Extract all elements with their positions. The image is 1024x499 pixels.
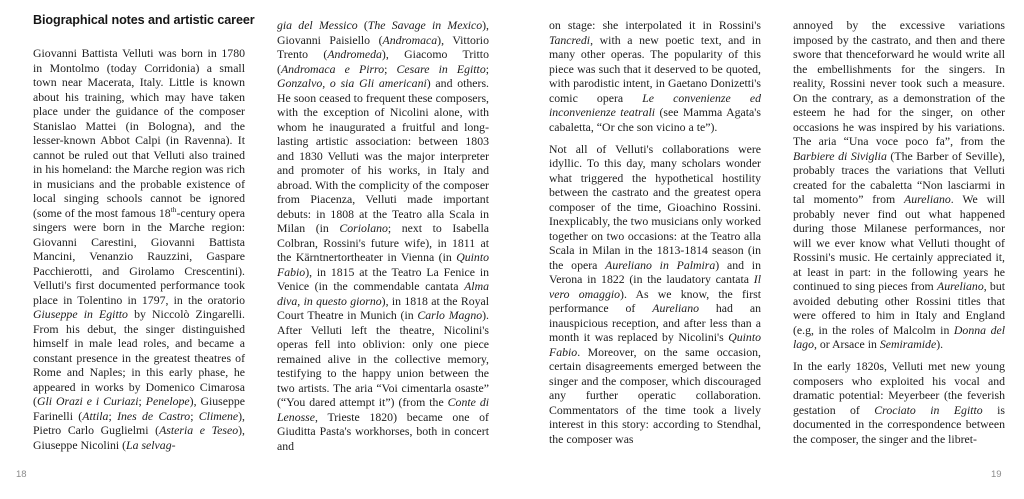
section-heading: Biographical notes and artistic career <box>33 13 255 27</box>
page-number-right: 19 <box>991 469 1002 480</box>
text-column-3 <box>549 18 761 446</box>
paragraph: annoyed by the excessive variations imposed by the castrato, and then and there swore that thenceforward he would write all the embellishments for the singers. In reality, Rossini never took such a measure. On the contrary, as a demonstration of the esteem he had for the singer, on other occasions he was inspired by his variations. The aria “Una voce poco fa”, from the Barbiere di Siviglia (The Barber of Seville), probably traces the variations that Velluti created for the cabaletta “Non lasciarmi in tal momento” from Aureliano. We will probably never find out what happened during those Milanese performances, nor will we ever know what Velluti thought of Rossini's music. He certainly appreciated it, at least in part: in the following years he continued to sing pieces from Aureliano, but avoided debuting other Rossini titles that were offered to him in Italy and England (e.g, in the roles of Malcolm in Donna del lago, or Arsace in Semiramide). <box>793 18 1005 351</box>
paragraph: Giovanni Battista Velluti was born in 1780 in Montolmo (today Corridonia) a small town near Macerata, Italy. Little is known about his training, which may have taken place under the guidance of the composer Stanislao Mattei (in Bologna), and the lesser-known Abbot Calpi (in Ravenna). It cannot be ruled out that Velluti also trained in his homeland: the Marche region was rich in musicians and the probable existence of local singing schools cannot be ignored (some of the most famous 18th-century opera singers were born in the Marche region: Giovanni Carestini, Giovanni Battista Mancini, Venanzio Rauzzini, Gaspare Pacchierotti, and Girolamo Crescentini). Velluti's first documented performance took place in Tolentino in 1797, in the oratorio Giuseppe in Egitto by Niccolò Zingarelli. From his debut, the singer distinguished himself in male lead roles, and became a constant presence in the greatest theatres of Rome and Naples; in this early phase, he appeared in works by Domenico Cimarosa (Gli Orazi e i Curiazi; Penelope), Giuseppe Farinelli (Attila; Ines de Castro; Climene), Pietro Carlo Guglielmi (Asteria e Teseo), Giuseppe Nicolini (La selvag- <box>33 46 246 452</box>
page-number-left: 18 <box>16 469 27 480</box>
paragraph: gia del Messico (The Savage in Mexico), Giovanni Paisiello (Andromaca), Vittorio Trento (Andromeda), Giacomo Tritto (Andromaca e Pirro; Cesare in Egitto; Gonzalvo, o sia Gli americani) and others. He soon ceased to frequent these composers, with the exception of Nicolini alone, with whom he inaugurated a fruitful and long-lasting artistic association: between 1803 and 1830 Velluti was the major interpreter and promoter of his works, in Italy and abroad. With the complicity of the composer from Piacenza, Velluti made important debuts: in 1808 at the Teatro alla Scala in Milan (in Coriolano; next to Isabella Colbran, Rossini's future wife), in 1811 at the Kärntnertortheater in Vienna (in Quinto Fabio), in 1815 at the Teatro La Fenice in Venice (in the commendable cantata Alma diva, in questo giorno), in 1818 at the Royal Court Theatre in Munich (in Carlo Magno). After Velluti left the theatre, Nicolini's operas fell into oblivion: only one piece remained alive in the collective memory, testifying to the happy union between the two artists. The aria “Voi cimentarla osaste” (“You dared attempt it”) (from the Conte di Lenosse, Trieste 1820) became one of Giuditta Pasta's workhorses, both in concert and <box>277 18 490 453</box>
text-column-1 <box>33 46 245 452</box>
paragraph: on stage: she interpolated it in Rossini's Tancredi, with a new poetic text, and in many other operas. The popularity of this piece was such that it deserved to be quoted, with parodistic intent, in Gaetano Donizetti's comic opera Le convenienze ed inconvenienze teatrali (see Mamma Agata's cabaletta, “Or che son vicino a te”). <box>549 18 761 134</box>
text-column-2 <box>277 18 489 453</box>
paragraph: Not all of Velluti's collaborations were idyllic. To this day, many scholars wonder what triggered the hypothetical hostility between the castrato and the greatest opera composer of the time, Gioachino Rossini. Inexplicably, the two musicians only worked together on two occasions: at the Teatro alla Scala in Milan in the 1813-1814 season (in the opera Aureliano in Palmira) and in Verona in 1822 (in the laudatory cantata Il vero omaggio). As we know, the first performance of Aureliano had an inauspicious reception, and after less than a month it was replaced by Nicolini's Quinto Fabio. Moreover, on the same occasion, certain disagreements emerged between the singer and the composer, which discouraged any further operatic collaboration. Commentators of the time took a lively interest in this story: according to Stendhal, the composer was <box>549 141 761 446</box>
paragraph: In the early 1820s, Velluti met new young composers who exploited his vocal and dramatic potential: Meyerbeer (the feverish gestation of Crociato in Egitto is documented in the correspondence between the composer, the singer and the libret- <box>793 359 1005 446</box>
text-column-4 <box>793 18 1005 446</box>
